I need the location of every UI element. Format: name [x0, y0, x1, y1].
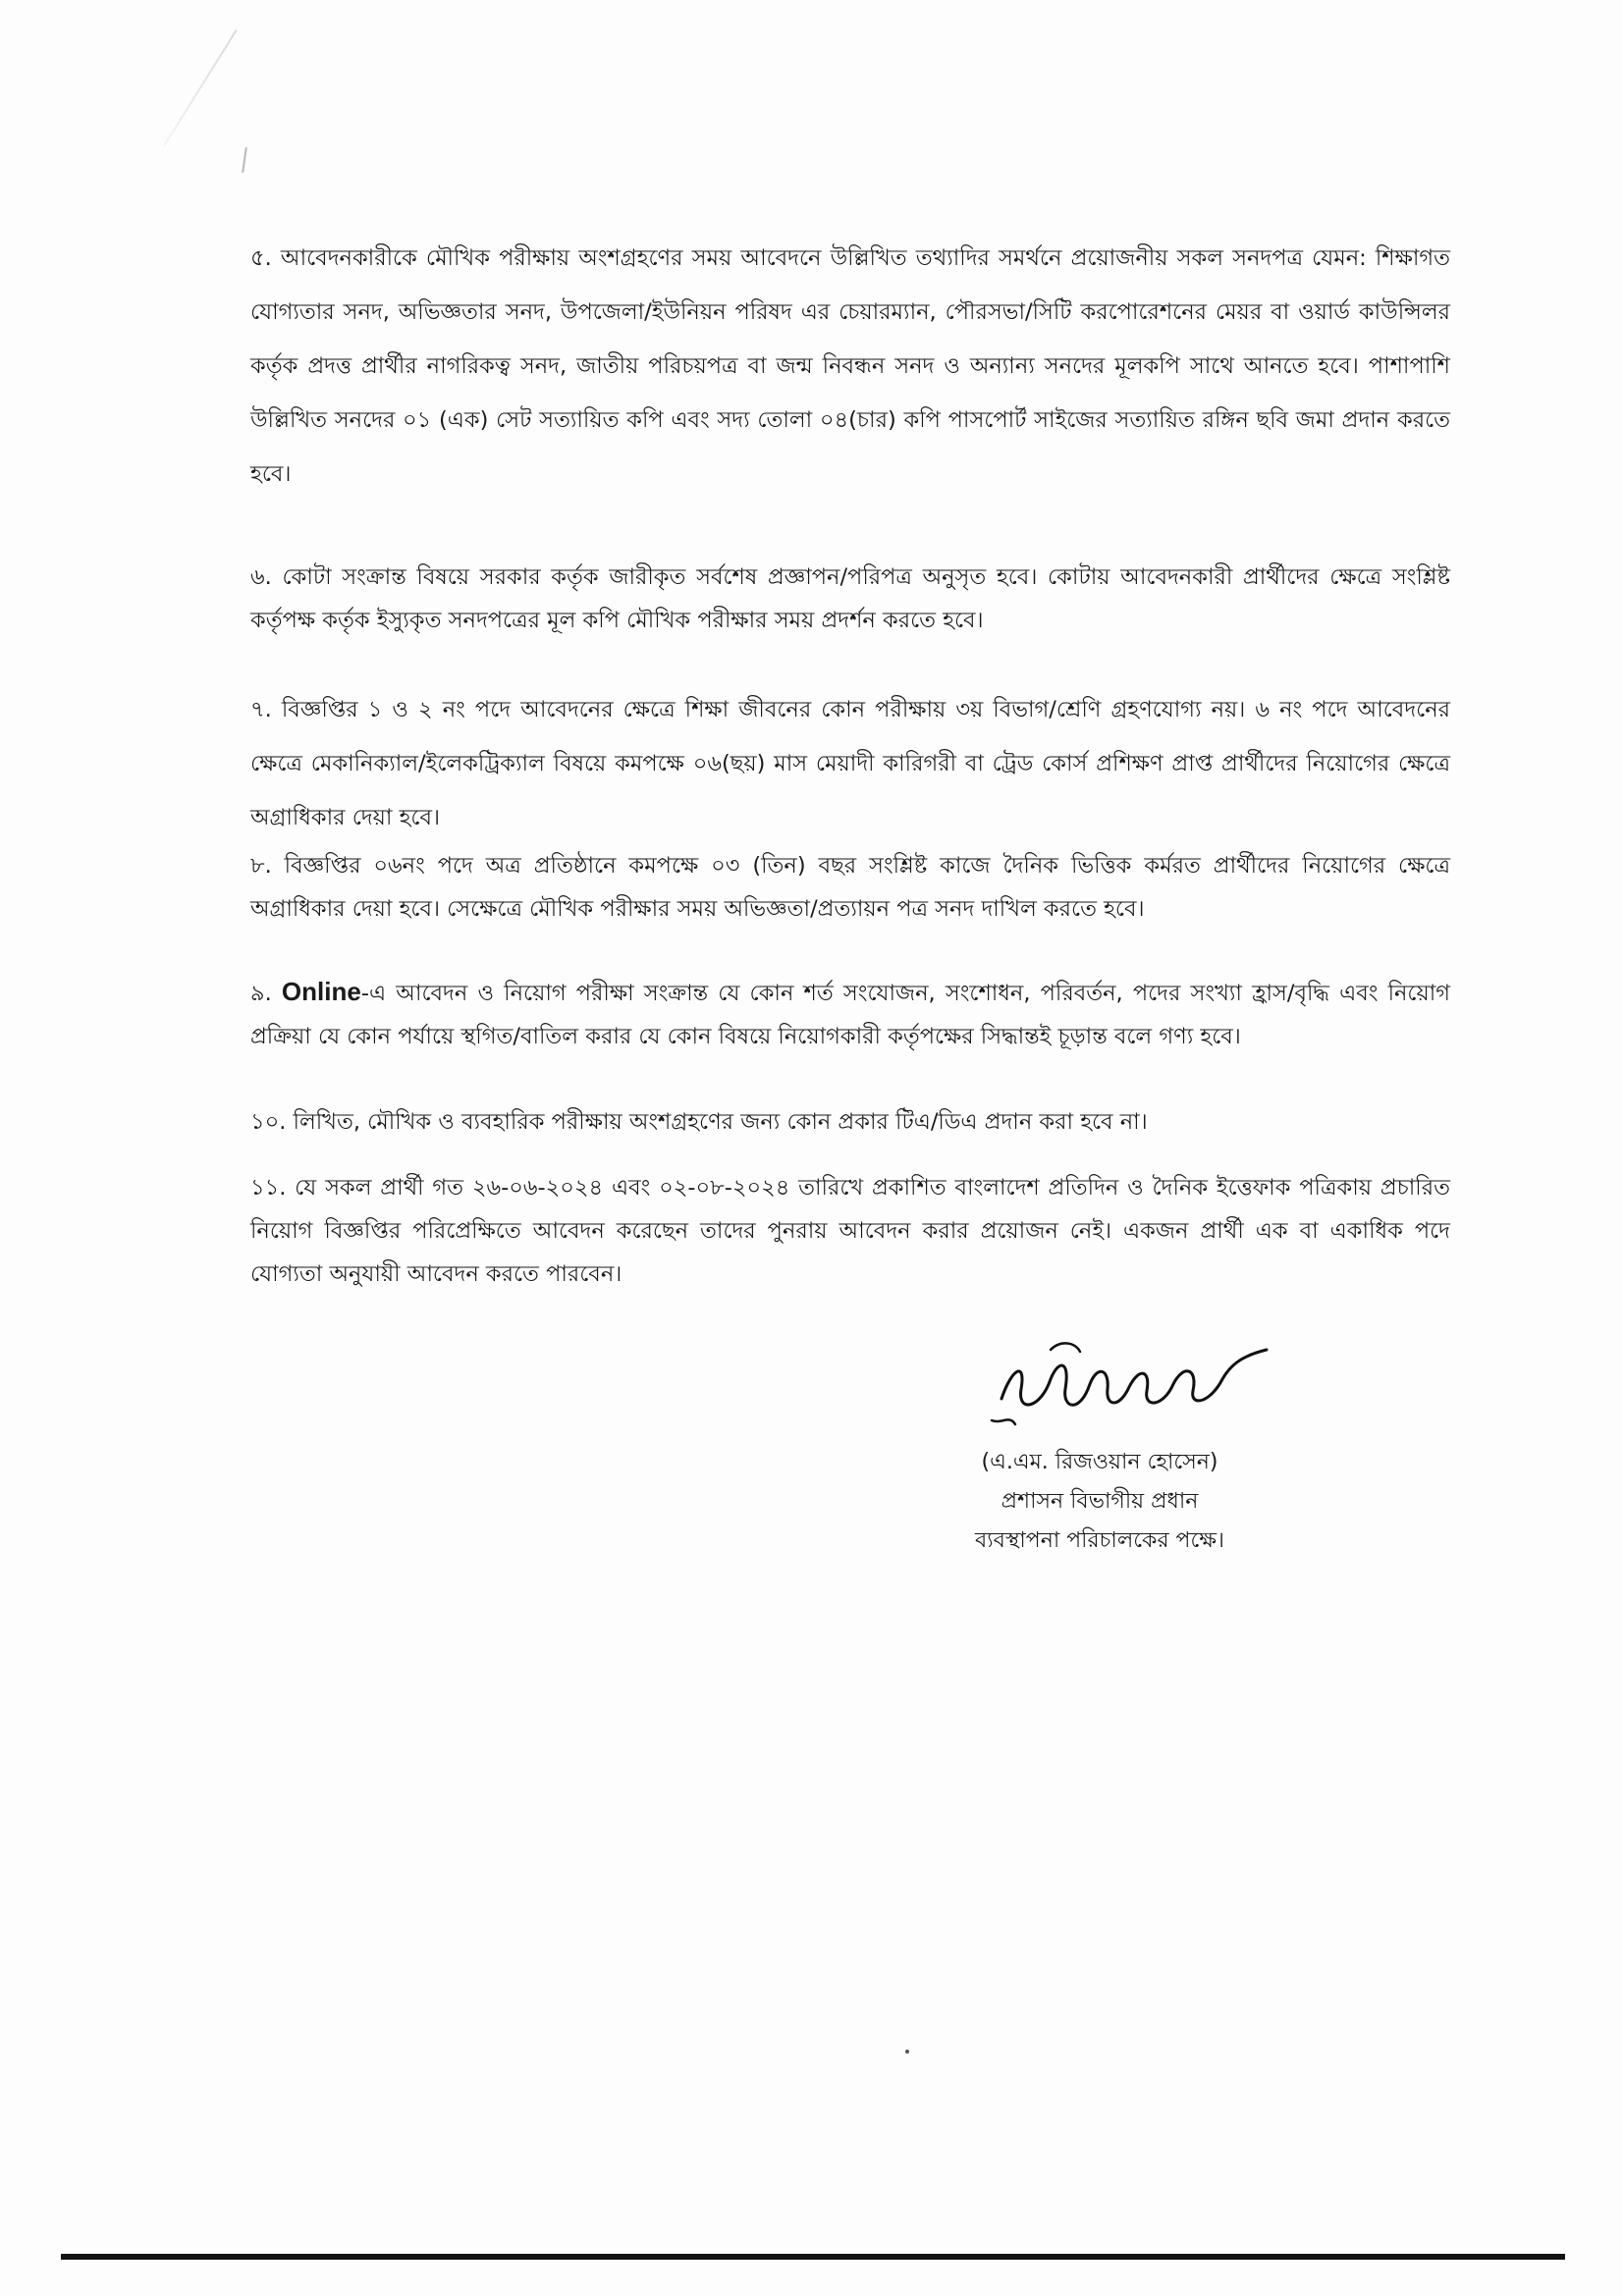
signatory-designation: প্রশাসন বিভাগীয় প্রধান	[1001, 1489, 1199, 1514]
signature-block	[913, 1443, 1286, 1561]
clause-6: ৬. কোটা সংক্রান্ত বিষয়ে সরকার কর্তৃক জারীকৃত সর্বশেষ প্রজ্ঞাপন/পরিপত্র অনুসৃত হবে। কোটায় আবেদনকারী প্রার্থীদের ক্ষেত্রে সংশ্লিষ্ট কর্তৃপক্ষ কর্তৃক ইস্যুকৃত সনদপত্রের মূল কপি মৌখিক পরীক্ষার সময় প্রদর্শন করতে হবে।	[250, 564, 1450, 633]
signatory-on-behalf: ব্যবস্থাপনা পরিচালকের পক্ষে।	[974, 1528, 1224, 1553]
bottom-border-line	[61, 2254, 1565, 2260]
scan-artifact	[242, 147, 247, 173]
scan-speck	[905, 2050, 909, 2054]
clause-10: ১০. লিখিত, মৌখিক ও ব্যবহারিক পরীক্ষায় অংশগ্রহণের জন্য কোন প্রকার টিএ/ডিএ প্রদান করা হবে না।	[250, 1109, 1148, 1135]
clause-8: ৮. বিজ্ঞপ্তির ০৬নং পদে অত্র প্রতিষ্ঠানে কমপক্ষে ০৩ (তিন) বছর সংশ্লিষ্ট কাজে দৈনিক ভিত্তিক কর্মরত প্রার্থীদের নিয়োগের ক্ষেত্রে অগ্রাধিকার দেয়া হবে। সেক্ষেত্রে মৌখিক পরীক্ষার সময় অভিজ্ঞতা/প্রত্যায়ন পত্র সনদ দাখিল করতে হবে।	[250, 853, 1450, 922]
scan-artifact	[163, 29, 238, 147]
signatory-name: (এ.এম. রিজওয়ান হোসেন)	[981, 1450, 1218, 1474]
clause-9-number: ৯.	[250, 981, 282, 1006]
clause-9	[250, 970, 1450, 1058]
clause-9-text: -এ আবেদন ও নিয়োগ পরীক্ষা সংক্রান্ত যে কোন শর্ত সংযোজন, সংশোধন, পরিবর্তন, পদের সংখ্যা হ্রাস/বৃদ্ধি এবং নিয়োগ প্রক্রিয়া যে কোন পর্যায়ে স্থগিত/বাতিল করার যে কোন বিষয়ে নিয়োগকারী কর্তৃপক্ষের সিদ্ধান্তই চূড়ান্ত বলে গণ্য হবে।	[250, 981, 1450, 1049]
clause-5: ৫. আবেদনকারীকে মৌখিক পরীক্ষায় অংশগ্রহণের সময় আবেদনে উল্লিখিত তথ্যাদির সমর্থনে প্রয়োজনীয় সকল সনদপত্র যেমন: শিক্ষাগত যোগ্যতার সনদ, অভিজ্ঞতার সনদ, উপজেলা/ইউনিয়ন পরিষদ এর চেয়ারম্যান, পৌরসভা/সিটি করপোরেশনের মেয়র বা ওয়ার্ড কাউন্সিলর কর্তৃক প্রদত্ত প্রার্থীর নাগরিকত্ব সনদ, জাতীয় পরিচয়পত্র বা জন্ম নিবন্ধন সনদ ও অন্যান্য সনদের মূলকপি সাথে আনতে হবে। পাশাপাশি উল্লিখিত সনদের ০১ (এক) সেট সত্যায়িত কপি এবং সদ্য তোলা ০৪(চার) কপি পাসপোর্ট সাইজের সত্যায়িত রঙ্গিন ছবি জমা প্রদান করতে হবে।	[250, 245, 1450, 487]
clause-11: ১১. যে সকল প্রার্থী গত ২৬-০৬-২০২৪ এবং ০২-০৮-২০২৪ তারিখে প্রকাশিত বাংলাদেশ প্রতিদিন ও দৈনিক ইত্তেফাক পত্রিকায় প্রচারিত নিয়োগ বিজ্ঞপ্তির পরিপ্রেক্ষিতে আবেদন করেছেন তাদের পুনরায় আবেদন করার প্রয়োজন নেই। একজন প্রার্থী এক বা একাধিক পদে যোগ্যতা অনুযায়ী আবেদন করতে পারবেন।	[250, 1175, 1450, 1287]
handwritten-signature	[982, 1330, 1276, 1438]
clause-9-online: Online	[281, 977, 361, 1006]
clause-7: ৭. বিজ্ঞপ্তির ১ ও ২ নং পদে আবেদনের ক্ষেত্রে শিক্ষা জীবনের কোন পরীক্ষায় ৩য় বিভাগ/শ্রেণি গ্রহণযোগ্য নয়। ৬ নং পদে আবেদনের ক্ষেত্রে মেকানিক্যাল/ইলেকট্রিক্যাল বিষয়ে কমপক্ষে ০৬(ছয়) মাস মেয়াদী কারিগরী বা ট্রেড কোর্স প্রশিক্ষণ প্রাপ্ত প্রার্থীদের নিয়োগের ক্ষেত্রে অগ্রাধিকার দেয়া হবে।	[250, 697, 1450, 830]
